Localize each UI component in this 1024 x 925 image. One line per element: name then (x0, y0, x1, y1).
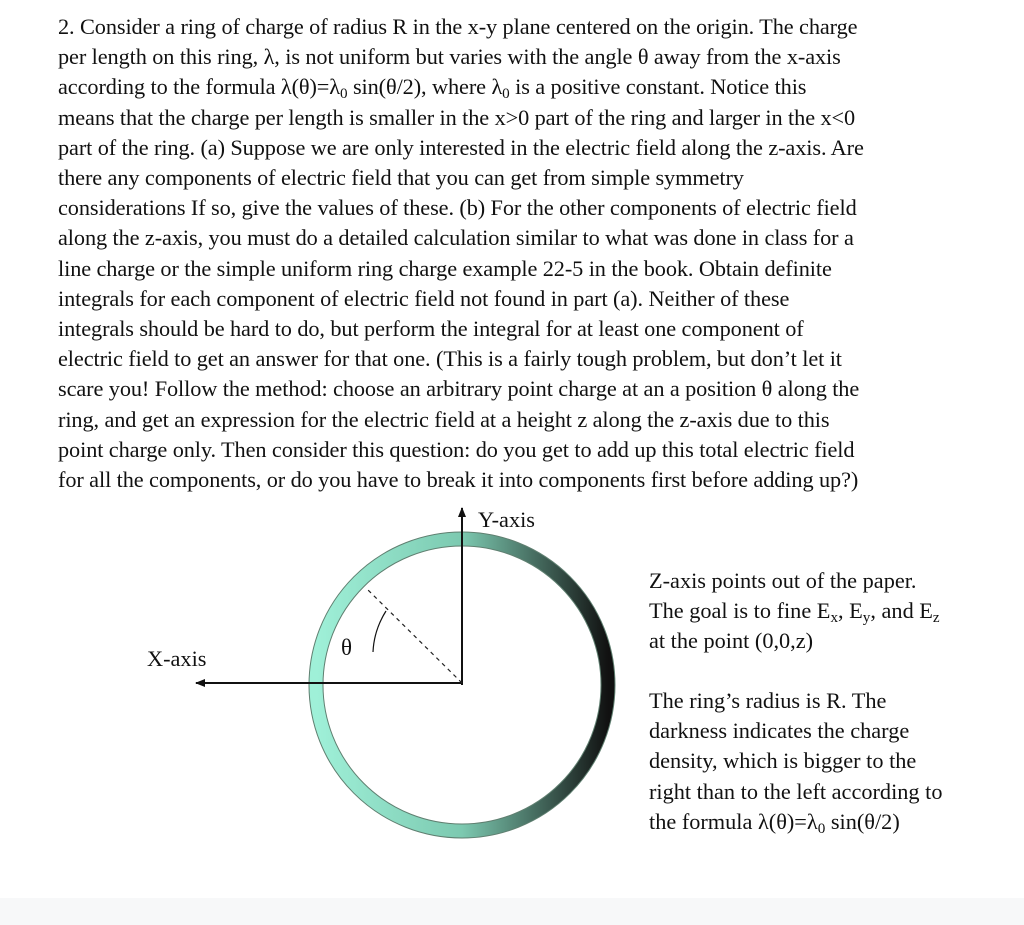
lambda-subscript: 0 (502, 85, 510, 103)
problem-line: for all the components, or do you have to break it into components first before adding up?) (58, 467, 859, 493)
caption-text: , and E (870, 598, 933, 624)
problem-line: along the z-axis, you must do a detailed calculation similar to what was done in class for a (58, 225, 854, 251)
problem-line: there any components of electric field that you can get from simple symmetry (58, 165, 744, 191)
caption-line: darkness indicates the charge (649, 718, 910, 744)
problem-line-text: according to the formula λ(θ)=λ (58, 74, 340, 100)
caption-line: at the point (0,0,z) (649, 628, 814, 654)
angle-theta-label: θ (341, 635, 353, 660)
caption-line (649, 807, 999, 837)
problem-line-text: sin(θ/2), where λ (347, 74, 503, 100)
problem-line: scare you! Follow the method: choose an arbitrary point charge at an a position θ along the (58, 376, 860, 402)
y-axis-label: Y-axis (478, 507, 535, 532)
problem-line: point charge only. Then consider this question: do you get to add up this total electric field (58, 436, 855, 462)
problem-line: ring, and get an expression for the electric field at a height z along the z-axis due to this (58, 406, 830, 432)
lambda-subscript: 0 (340, 85, 348, 103)
caption-text: , E (838, 598, 863, 624)
problem-line: part of the ring. (a) Suppose we are only interested in the electric field along the z-axis. Are (58, 134, 864, 160)
problem-line: considerations If so, give the values of these. (b) For the other components of electric field (58, 195, 857, 221)
ez-subscript: z (932, 609, 940, 627)
problem-line: 2. Consider a ring of charge of radius R in the x-y plane centered on the origin. The charge (58, 14, 858, 39)
x-axis-label: X-axis (147, 646, 207, 671)
caption-line: right than to the left according to (649, 778, 943, 804)
lambda-subscript: 0 (817, 820, 826, 838)
page-bottom-margin (0, 898, 1024, 925)
caption-line (649, 596, 999, 626)
problem-line-text: is a positive constant. Notice this (509, 74, 807, 100)
problem-line: line charge or the simple uniform ring charge example 22-5 in the book. Obtain definite (58, 255, 832, 281)
problem-line: electric field to get an answer for that one. (This is a fairly tough problem, but don’t let it (58, 346, 842, 372)
ey-subscript: y (862, 609, 871, 627)
caption-line: density, which is bigger to the (649, 748, 917, 774)
caption-line: The ring’s radius is R. The (649, 688, 887, 713)
problem-line: per length on this ring, λ, is not uniform but varies with the angle θ away from the x-axis (58, 44, 841, 70)
radius-dashed-line (366, 588, 462, 683)
caption-text: The goal is to fine E (649, 598, 831, 624)
caption-line: Z-axis points out of the paper. (649, 568, 917, 593)
figure-caption-goal (649, 566, 999, 657)
angle-arc (373, 611, 386, 652)
problem-line: means that the charge per length is smaller in the x>0 part of the ring and larger in the x<0 (58, 104, 856, 130)
caption-text: the formula λ(θ)=λ (649, 808, 818, 834)
figure-caption-density (649, 686, 999, 837)
problem-line: integrals for each component of electric field not found in part (a). Neither of these (58, 285, 790, 311)
caption-text: sin(θ/2) (825, 808, 900, 834)
ex-subscript: x (830, 609, 839, 627)
problem-line: integrals should be hard to do, but perform the integral for at least one component of (58, 316, 804, 342)
